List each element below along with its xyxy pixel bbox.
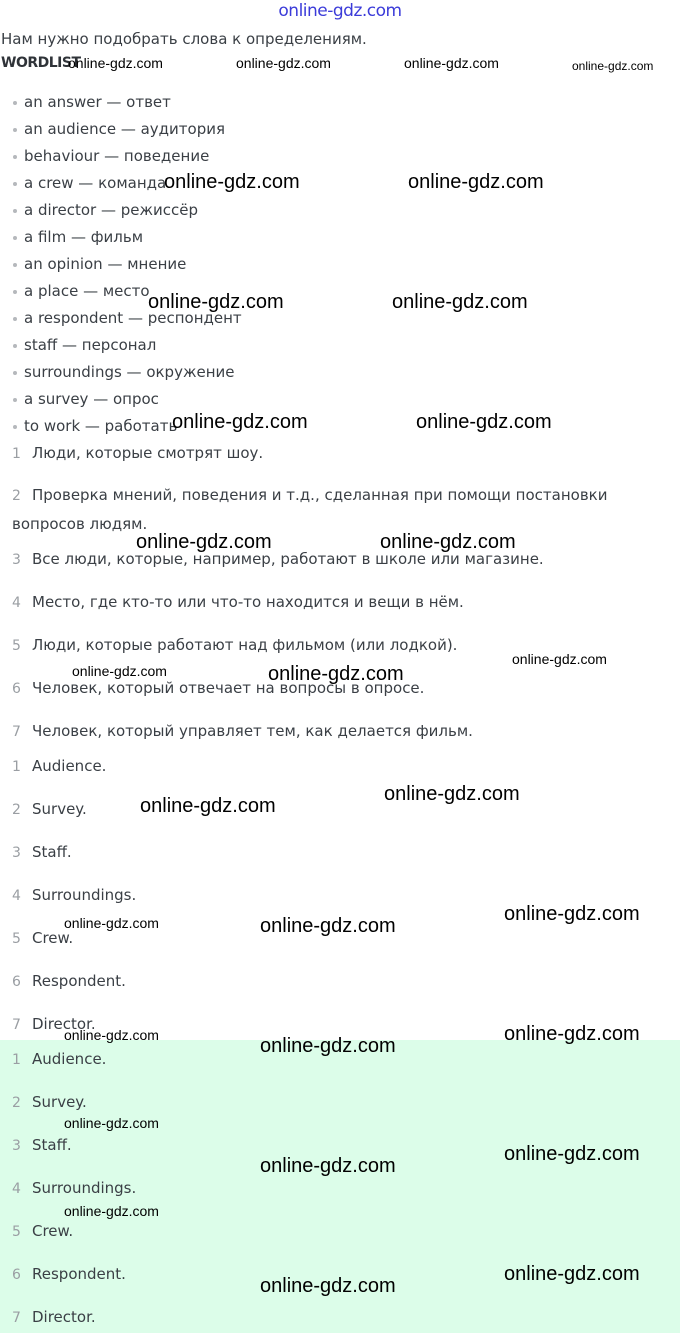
wordlist-item-text: a crew — команда: [24, 174, 167, 192]
wordlist-item: [13, 334, 156, 356]
watermark: online-gdz.com: [164, 171, 300, 193]
wordlist-item-text: surroundings — окружение: [24, 363, 235, 381]
wordlist-item: [13, 415, 177, 437]
answer-item: [12, 1177, 136, 1200]
wordlist-item-text: an answer — ответ: [24, 93, 171, 111]
intro-text: Нам нужно подобрать слова к определениям.: [1, 30, 367, 48]
definition-item: [12, 634, 457, 657]
answer-item: [12, 1134, 72, 1157]
item-number: 3: [12, 845, 21, 861]
definition-text: Люди, которые смотрят шоу.: [32, 444, 264, 462]
wordlist-item-text: a survey — опрос: [24, 390, 159, 408]
answer-text: Crew.: [32, 1222, 74, 1240]
definition-text: Проверка мнений, поведения и т.д., сделанная при помощи постановки вопросов людям.: [12, 486, 608, 533]
item-number: 7: [12, 724, 21, 740]
answer-item: [12, 841, 72, 864]
answer-text: Survey.: [32, 1093, 87, 1111]
site-title[interactable]: online-gdz.com: [278, 1, 402, 21]
definition-item: [12, 591, 464, 614]
answer-item: [12, 1091, 87, 1114]
watermark: online-gdz.com: [260, 1275, 396, 1297]
item-number: 3: [12, 552, 21, 568]
answer-text: Crew.: [32, 929, 74, 947]
watermark: online-gdz.com: [384, 783, 520, 805]
answer-item: [12, 1263, 126, 1286]
answer-text: Staff.: [32, 843, 72, 861]
answer-text: Audience.: [32, 757, 107, 775]
watermark: online-gdz.com: [260, 1155, 396, 1177]
bullet-icon: [13, 290, 17, 294]
item-number: 2: [12, 802, 21, 818]
watermark: online-gdz.com: [64, 1203, 159, 1219]
bullet-icon: [13, 101, 17, 105]
definition-item: [12, 720, 473, 743]
watermark: online-gdz.com: [136, 531, 272, 553]
bullet-icon: [13, 344, 17, 348]
definition-item: [12, 442, 263, 465]
bullet-icon: [13, 128, 17, 132]
watermark: online-gdz.com: [504, 1023, 640, 1045]
wordlist-item-text: a director — режиссёр: [24, 201, 198, 219]
wordlist-item: [13, 253, 186, 275]
answer-text: Respondent.: [32, 1265, 126, 1283]
watermark: online-gdz.com: [572, 59, 654, 73]
item-number: 2: [12, 488, 21, 504]
watermark: online-gdz.com: [260, 915, 396, 937]
item-number: 6: [12, 1267, 21, 1283]
watermark: online-gdz.com: [512, 651, 607, 667]
wordlist-item-text: a place — место: [24, 282, 150, 300]
item-number: 5: [12, 931, 21, 947]
wordlist-item-text: to work — работать: [24, 417, 178, 435]
definition-text: Место, где кто-то или что-то находится и вещи в нём.: [32, 593, 464, 611]
bullet-icon: [13, 425, 17, 429]
wordlist-item: [13, 118, 225, 140]
watermark: online-gdz.com: [268, 663, 404, 685]
bullet-icon: [13, 155, 17, 159]
watermark: online-gdz.com: [504, 1143, 640, 1165]
bullet-icon: [13, 398, 17, 402]
item-number: 2: [12, 1095, 21, 1111]
definition-text: Люди, которые работают над фильмом (или лодкой).: [32, 636, 458, 654]
watermark: online-gdz.com: [148, 291, 284, 313]
wordlist-item: [13, 172, 166, 194]
item-number: 5: [12, 638, 21, 654]
wordlist-item-text: a respondent — респондент: [24, 309, 242, 327]
answer-text: Audience.: [32, 1050, 107, 1068]
item-number: 4: [12, 595, 21, 611]
watermark: online-gdz.com: [416, 411, 552, 433]
answer-text: Survey.: [32, 800, 87, 818]
item-number: 7: [12, 1017, 21, 1033]
watermark: online-gdz.com: [172, 411, 308, 433]
bullet-icon: [13, 209, 17, 213]
answer-item: [12, 1048, 106, 1071]
watermark: online-gdz.com: [72, 663, 167, 679]
bullet-icon: [13, 371, 17, 375]
wordlist-item: [13, 145, 209, 167]
answer-text: Surroundings.: [32, 1179, 137, 1197]
item-number: 6: [12, 974, 21, 990]
bullet-icon: [13, 263, 17, 267]
bullet-icon: [13, 317, 17, 321]
definition-text: Все люди, которые, например, работают в школе или магазине.: [32, 550, 544, 568]
item-number: 4: [12, 888, 21, 904]
watermark: online-gdz.com: [64, 1115, 159, 1131]
wordlist-item: [13, 199, 198, 221]
answer-text: Staff.: [32, 1136, 72, 1154]
answer-item: [12, 884, 136, 907]
item-number: 6: [12, 681, 21, 697]
watermark: online-gdz.com: [260, 1035, 396, 1057]
answer-item: [12, 970, 126, 993]
item-number: 7: [12, 1310, 21, 1326]
bullet-icon: [13, 182, 17, 186]
wordlist-item: [13, 361, 234, 383]
wordlist-item: [13, 280, 150, 302]
watermark: online-gdz.com: [392, 291, 528, 313]
wordlist-item-text: an opinion — мнение: [24, 255, 187, 273]
answer-text: Director.: [32, 1015, 96, 1033]
answer-text: Director.: [32, 1308, 96, 1326]
answer-item: [12, 755, 106, 778]
watermark: online-gdz.com: [64, 1027, 159, 1043]
watermark: online-gdz.com: [68, 55, 163, 71]
wordlist-item-text: staff — персонал: [24, 336, 157, 354]
answer-item: [12, 798, 87, 821]
bullet-icon: [13, 236, 17, 240]
answer-text: Surroundings.: [32, 886, 137, 904]
watermark: online-gdz.com: [236, 55, 331, 71]
wordlist-item-text: an audience — аудитория: [24, 120, 225, 138]
wordlist-heading: WORDLIST: [1, 55, 81, 71]
wordlist-item: [13, 226, 143, 248]
item-number: 3: [12, 1138, 21, 1154]
answer-item: [12, 1220, 73, 1243]
answer-item: [12, 1306, 96, 1329]
item-number: 1: [12, 1052, 21, 1068]
item-number: 4: [12, 1181, 21, 1197]
watermark: online-gdz.com: [64, 915, 159, 931]
item-number: 1: [12, 759, 21, 775]
watermark: online-gdz.com: [504, 903, 640, 925]
watermark: online-gdz.com: [408, 171, 544, 193]
item-number: 1: [12, 446, 21, 462]
wordlist-item: [13, 388, 159, 410]
definition-text: Человек, который отвечает на вопросы в опросе.: [32, 679, 425, 697]
wordlist-item-text: behaviour — поведение: [24, 147, 210, 165]
watermark: online-gdz.com: [504, 1263, 640, 1285]
item-number: 5: [12, 1224, 21, 1240]
definition-text: Человек, который управляет тем, как делается фильм.: [32, 722, 473, 740]
wordlist-item-text: a film — фильм: [24, 228, 144, 246]
definition-item: [12, 481, 662, 538]
watermark: online-gdz.com: [380, 531, 516, 553]
watermark: online-gdz.com: [404, 55, 499, 71]
answer-text: Respondent.: [32, 972, 126, 990]
watermark: online-gdz.com: [140, 795, 276, 817]
wordlist-item: [13, 91, 171, 113]
